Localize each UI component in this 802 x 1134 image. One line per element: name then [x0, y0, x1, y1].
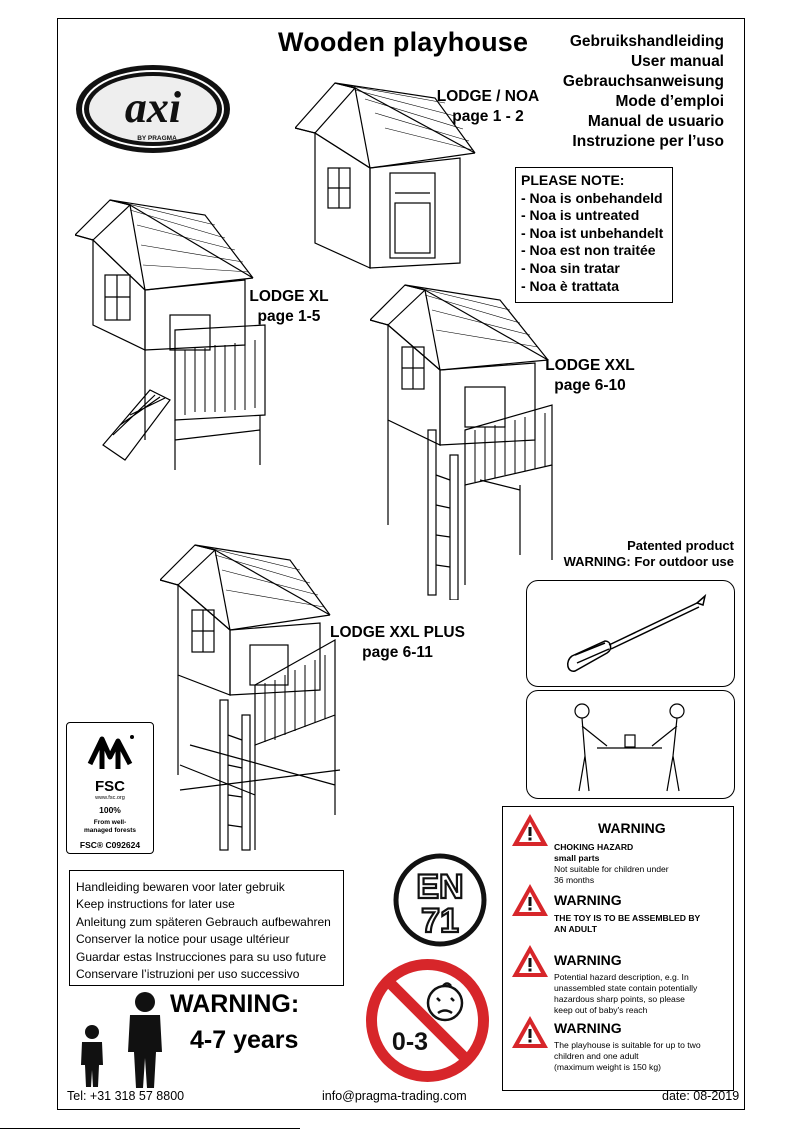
note-line: - Noa est non traitée [521, 242, 656, 259]
keep-line: Anleitung zum späteren Gebrauch aufbewahren [76, 914, 331, 929]
model-pages: page 1 - 2 [452, 108, 524, 125]
language-item: Manual de usuario [587, 113, 724, 130]
language-item: Instruzione per l’uso [572, 133, 724, 150]
model-xl [244, 287, 334, 327]
en71-badge [392, 852, 488, 948]
model-name: LODGE XL [249, 288, 329, 305]
patent-note [564, 538, 734, 570]
warning-triangle-icon [510, 1014, 550, 1050]
two-adults-box [526, 690, 735, 799]
model-xxl [540, 356, 640, 396]
warning-bold: small parts [554, 853, 600, 863]
language-item: Mode d’emploi [615, 93, 724, 110]
warning-triangle-icon [510, 882, 550, 918]
warning-text: Not suitable for children under 36 months [554, 864, 669, 885]
age-warning-label: WARNING: [170, 990, 300, 1018]
patent-line: WARNING: For outdoor use [563, 554, 734, 569]
age-range: 4-7 years [190, 1026, 299, 1054]
lodge-xxl-plus-illustration [160, 535, 355, 853]
model-name: LODGE / NOA [436, 88, 540, 105]
model-pages: page 6-11 [362, 644, 433, 661]
note-line: - Noa è trattata [521, 277, 620, 294]
page-title: Wooden playhouse [278, 27, 529, 57]
fsc-percent: 100% [99, 805, 121, 815]
lodge-noa-illustration [295, 73, 485, 278]
model-pages: page 6-10 [554, 377, 626, 394]
fsc-tree-icon [80, 729, 140, 779]
note-line: - Noa is untreated [521, 207, 640, 224]
footer-tel: Tel: +31 318 57 8800 [67, 1089, 185, 1103]
model-xxl-plus [325, 623, 470, 663]
screwdriver-icon [527, 581, 733, 685]
two-adults-icon [527, 691, 733, 797]
warning-bold: CHOKING HAZARD [554, 842, 634, 852]
footer-date: date: 08-2019 [662, 1089, 740, 1103]
keep-line: Keep instructions for later use [76, 897, 235, 912]
logo-brand: axi [124, 83, 182, 132]
note-heading: PLEASE NOTE: [521, 172, 625, 188]
footer-email: info@pragma-trading.com [322, 1089, 467, 1103]
warning-title: WARNING [598, 820, 666, 836]
language-item: User manual [630, 53, 724, 70]
age-limit-label: 0-3 [391, 1028, 429, 1056]
lodge-xl-illustration [75, 190, 275, 480]
en71-line2: 71 [421, 902, 459, 940]
warning-title: WARNING [554, 892, 622, 908]
keep-line: Guardar estas Instrucciones para su uso future [76, 949, 327, 964]
fsc-badge [66, 722, 154, 854]
warning-text: The playhouse is suitable for up to two children and one adult (maximum weight is 150 kg) [554, 1040, 701, 1072]
warning-triangle-icon [510, 812, 550, 848]
model-pages: page 1-5 [257, 308, 321, 325]
adult-child-icon [72, 990, 177, 1090]
fsc-code: FSC® C092624 [79, 840, 141, 850]
note-line: - Noa ist unbehandelt [521, 224, 664, 241]
logo-sub: BY PRAGMA [137, 135, 177, 142]
keep-line: Handleiding bewaren voor later gebruik [76, 880, 285, 894]
not-for-0-3-icon [365, 958, 490, 1083]
keep-line: Conservare l’istruzioni per uso successivo [76, 967, 300, 982]
warning-bold: THE TOY IS TO BE ASSEMBLED BY AN ADULT [554, 913, 701, 934]
patent-line: Patented product [627, 538, 734, 553]
note-line: - Noa is onbehandeld [521, 189, 663, 206]
page-divider [0, 1128, 300, 1129]
warning-text: Potential hazard description, e.g. In unassembled state contain potentially hazardous sharp points, so please keep out of baby's reach [554, 972, 698, 1015]
keep-line: Conserver la notice pour usage ultérieur [76, 932, 290, 947]
en71-line1: EN [416, 868, 464, 906]
fsc-url: www.fsc.org [95, 795, 125, 801]
tool-box [526, 580, 735, 687]
warning-triangle-icon [510, 943, 550, 979]
language-list [563, 32, 724, 152]
fsc-source: From well- managed forests [83, 819, 137, 834]
lodge-xxl-illustration [370, 275, 560, 600]
keep-instructions-box [69, 870, 344, 986]
warning-title: WARNING [554, 952, 622, 968]
model-name: LODGE XXL PLUS [330, 624, 465, 641]
model-name: LODGE XXL [545, 357, 635, 374]
fsc-label: FSC [95, 778, 125, 795]
language-item: Gebrauchsanweisung [562, 73, 724, 90]
axi-logo [73, 62, 233, 157]
language-item: Gebruikshandleiding [569, 33, 724, 50]
note-line: - Noa sin tratar [521, 259, 620, 276]
warning-title: WARNING [554, 1020, 622, 1036]
